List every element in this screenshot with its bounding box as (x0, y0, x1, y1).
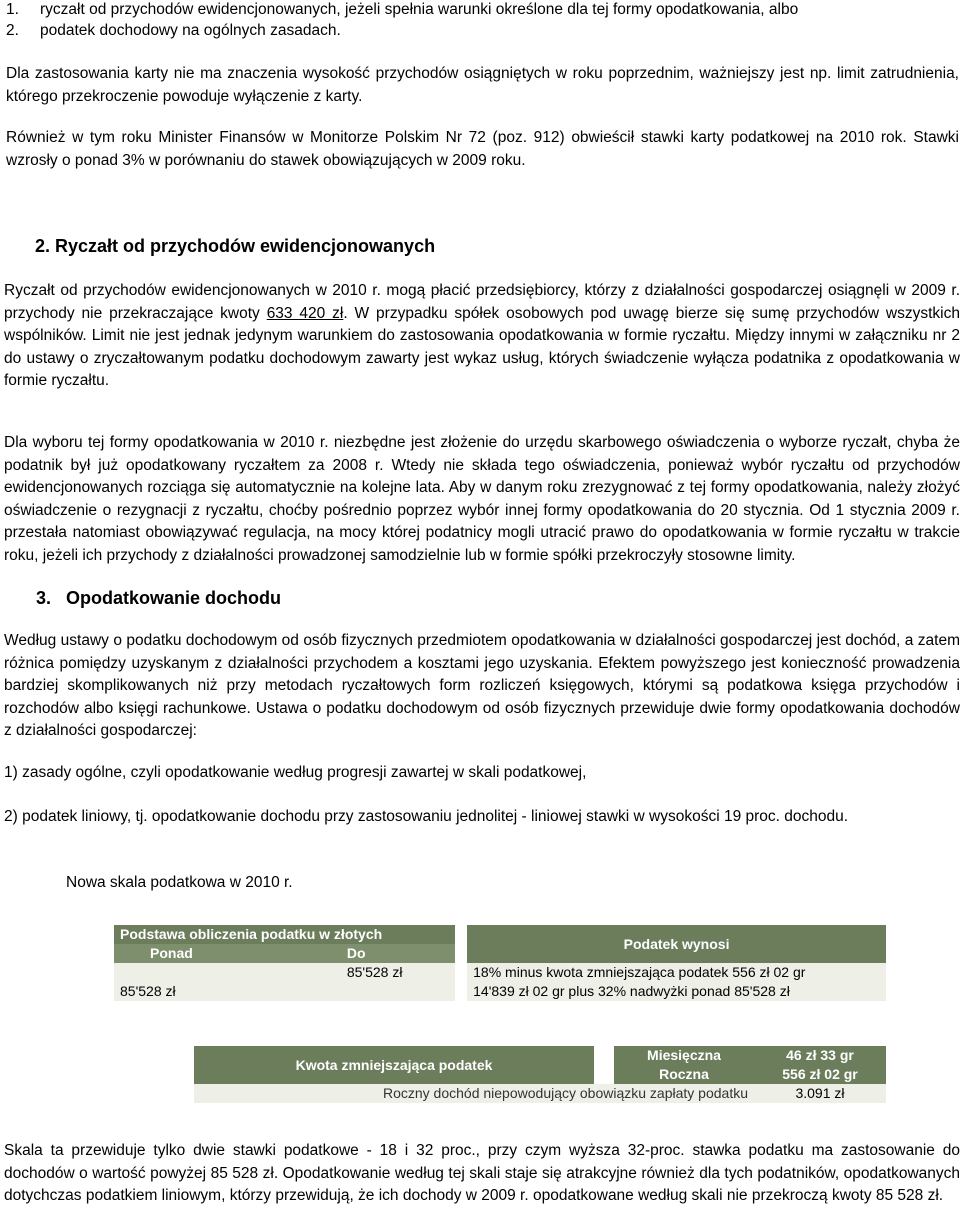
header-base-label: Podstawa obliczenia podatku w złotych (114, 925, 455, 944)
table-row (114, 982, 886, 1001)
section-heading (36, 588, 281, 609)
tax-relief-table (114, 1046, 886, 1103)
list-text: ryczałt od przychodów ewidencjonowanych, jeżeli spełnia warunki określone dla tej formy opodatkowania, albo (40, 1, 799, 18)
section-heading: 2. Ryczałt od przychodów ewidencjonowanych (35, 236, 436, 256)
section-title: Opodatkowanie dochodu (66, 588, 282, 608)
relief-label: Roczna (614, 1065, 754, 1084)
paragraph-text: . W przypadku spółek osobowych pod uwagę bierze się sumę przychodów wszystkich wspólników. Limit nie jest jednak jedynym warunkiem do zastosowania opodatkowania w formie ryczałtu. Między innymi w załączniku nr 2 do ustawy o zryczałtowanym podatku dochodowym zawarty jest wykaz usług, których świadczenie wyłącza podatnika z opodatkowania w formie ryczałtu. (4, 304, 960, 389)
table-row (114, 963, 886, 982)
cell-tax: 14'839 zł 02 gr plus 32% nadwyżki ponad 85'528 zł (467, 982, 886, 1001)
list-item (0, 21, 341, 41)
scale-label: Nowa skala podatkowa w 2010 r. (66, 874, 293, 891)
table-row (114, 1046, 886, 1065)
paragraph-dochod: Według ustawy o podatku dochodowym od osób fizycznych przedmiotem opodatkowania w działalności gospodarczej jest dochód, a zatem różnica pomiędzy uzyskanym z działalności przychodem a kosztami jego uzyskania. Efektem powyższego jest konieczność prowadzenia bardziej skomplikowanych niż przy metodach ryczałtowych form rozliczeń księgowych, którymi są podatkowa księga przychodów i rozchodów albo księgi rachunkowe. Ustawa o podatku dochodowym od osób fizycznych przewiduje dwie formy opodatkowania dochodów z działalności gospodarczej: (4, 632, 960, 739)
relief-footer-value: 3.091 zł (754, 1084, 886, 1103)
tax-scale-table (114, 925, 886, 1001)
table-row (114, 1084, 886, 1103)
relief-label: Miesięczna (614, 1046, 754, 1065)
paragraph-scale-summary: Skala ta przewiduje tylko dwie stawki podatkowe - 18 i 32 proc., przy czym wyższa 32-proc. stawka podatku ma zastosowanie do dochodów o wartość powyżej 85 528 zł. Opodatkowanie według tej skali staje się atrakcyjne również dla tych podatników, opodatkowanych dotychczas podatkiem liniowym, którzy przewidują, że ich dochody w 2009 r. opodatkowane według skali nie przekroczą kwoty 85 528 zł. (4, 1142, 960, 1204)
relief-value: 556 zł 02 gr (754, 1065, 886, 1084)
header-tax-label: Podatek wynosi (467, 925, 886, 963)
relief-value: 46 zł 33 gr (754, 1046, 886, 1065)
cell-to (341, 982, 455, 1001)
list-text: podatek dochodowy na ogólnych zasadach. (40, 22, 341, 39)
relief-footer-label: Roczny dochód niepowodujący obowiązku zapłaty podatku (194, 1084, 754, 1103)
header-to: Do (341, 944, 455, 963)
paragraph-card: Dla zastosowania karty nie ma znaczenia wysokość przychodów osiągniętych w roku poprzednim, ważniejszy jest np. limit zatrudnienia, którego przekroczenie powoduje wyłączenie z karty. (6, 65, 959, 105)
cell-to: 85'528 zł (341, 963, 455, 982)
paragraph-ryczalt-limit (4, 280, 960, 393)
header-from: Ponad (114, 944, 341, 963)
cell-from (114, 963, 341, 982)
cropped-caption (86, 905, 186, 914)
section-number: 3. (36, 588, 52, 608)
paragraph-ryczalt-choice: Dla wyboru tej formy opodatkowania w 2010 r. niezbędne jest złożenie do urzędu skarbowego oświadczenia o wyborze ryczałt, chyba że podatnik był już opodatkowany ryczałtem za 2008 r. Wtedy nie składa tego oświadczenia, ponieważ wybór ryczałtu od przychodów ewidencjonowanych rozciąga się automatycznie na kolejne lata. Aby w danym roku zrezygnować z tej formy opodatkowania, należy złożyć oświadczenie o rezygnacji z ryczałtu, choćby pośrednio poprzez wybór innej formy opodatkowania do 20 stycznia. Od 1 stycznia 2009 r. przestała natomiast obowiązywać regulacja, na mocy której podatnicy mogli utracić prawo do opodatkowania w formie ryczałtu w trakcie roku, jeżeli ich przychody z działalności prowadzonej samodzielnie lub w formie spółki przekroczyły stosowne limity. (4, 434, 960, 564)
cell-tax: 18% minus kwota zmniejszająca podatek 556 zł 02 gr (467, 963, 886, 982)
list-item: 1) zasady ogólne, czyli opodatkowanie według progresji zawartej w skali podatkowej, (4, 764, 587, 781)
paragraph-minister: Również w tym roku Minister Finansów w Monitorze Polskim Nr 72 (poz. 912) obwieścił stawki karty podatkowej na 2010 rok. Stawki wzrosły o ponad 3% w porównaniu do stawek obowiązujących w 2009 roku. (6, 129, 959, 169)
table-header-row (114, 925, 886, 944)
relief-header: Kwota zmniejszająca podatek (194, 1046, 594, 1084)
paragraph-text: Ryczałt od przychodów ewidencjonowanych w 2010 r. mogą płacić przedsiębiorcy, którzy z działalności gospodarczej osiągnęli w 2009 r. przychody nie przekraczające kwoty (4, 282, 960, 322)
list-number: 2. (6, 22, 19, 39)
amount-underlined: 633 420 zł (266, 304, 344, 322)
list-number: 1. (6, 1, 19, 18)
list-item: 2) podatek liniowy, tj. opodatkowanie dochodu przy zastosowaniu jednolitej - liniowej stawki w wysokości 19 proc. dochodu. (4, 808, 849, 825)
list-item (0, 0, 798, 20)
cell-from: 85'528 zł (114, 982, 341, 1001)
